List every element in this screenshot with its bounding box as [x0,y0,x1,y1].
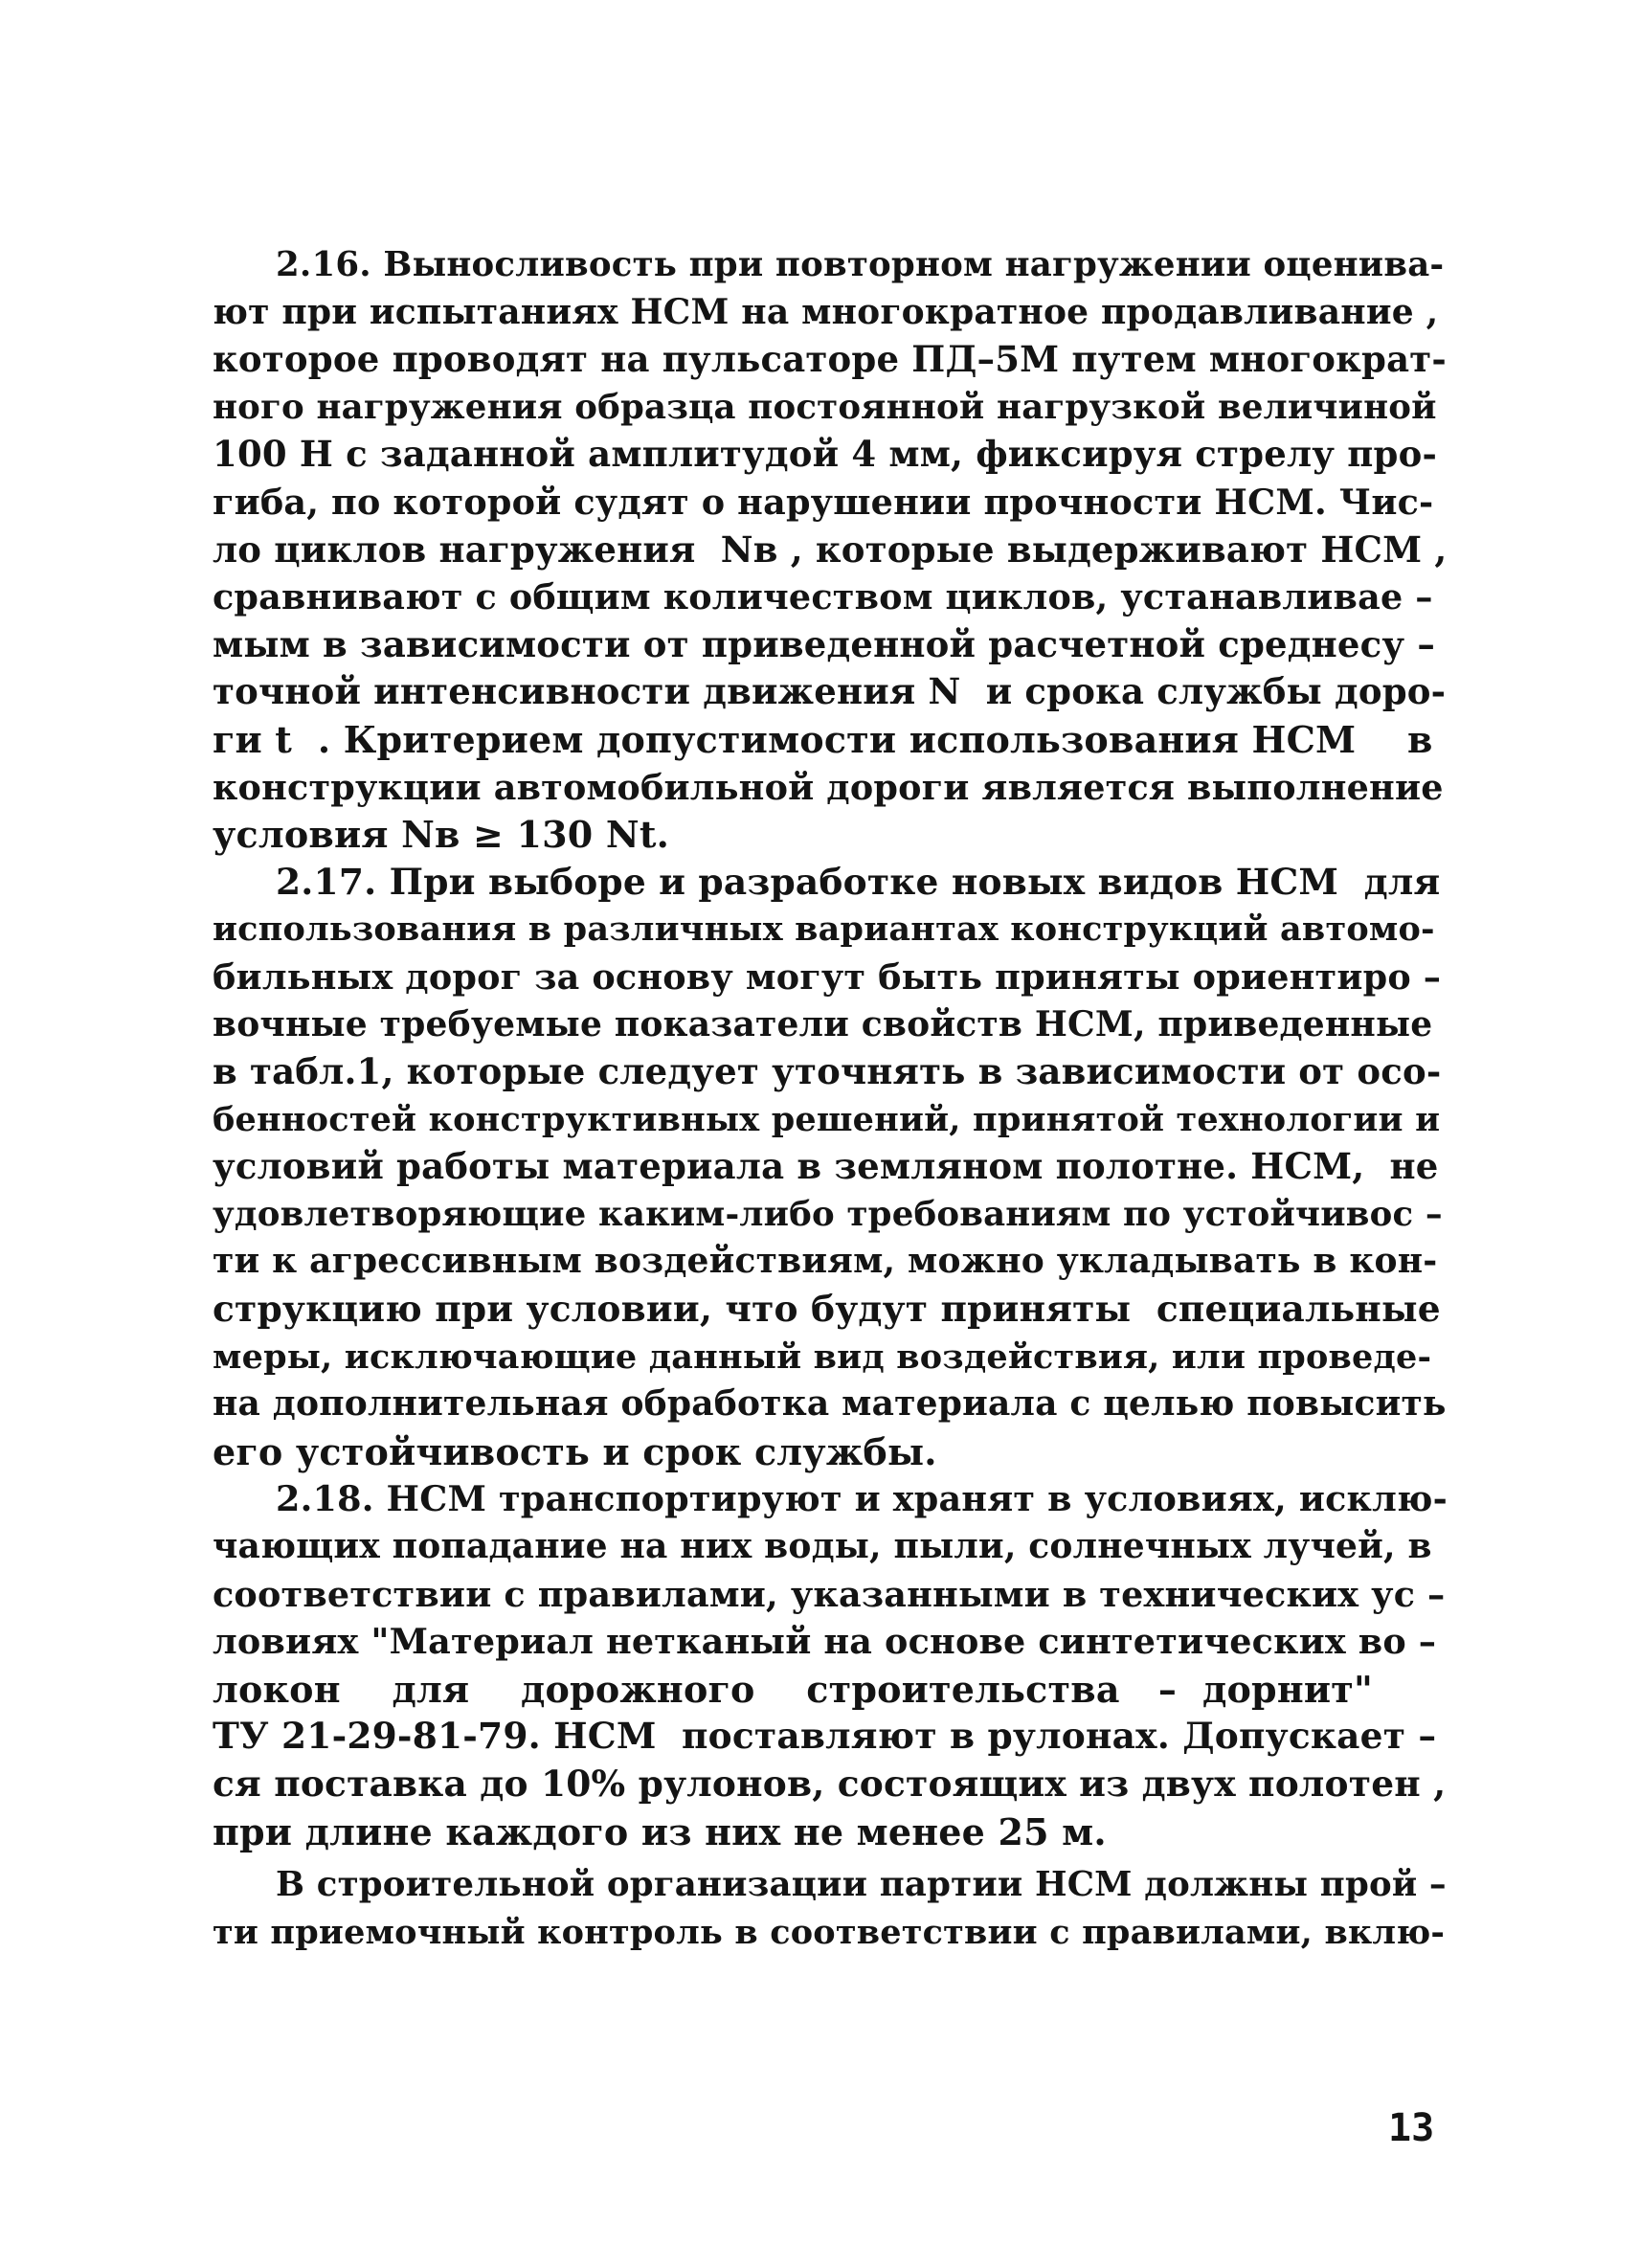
text-line: вочные требуемые показатели свойств НСМ, приведенные [213,1003,1433,1044]
page-number: 13 [1388,2106,1435,2150]
paragraph-2-17 [213,859,1448,1476]
paragraph-2-18 [213,1475,1448,1855]
text-line: точной интенсивности движения N и срока службы доро- [213,670,1447,713]
text-line: ловиях "Материал нетканый на основе синтетических во – [213,1621,1437,1663]
text-line: удовлетворяющие каким-либо требованиям по устойчивос – [213,1194,1443,1234]
text-line: на дополнительная обработка материала с целью повысить [213,1383,1447,1425]
text-line: чающих попадание на них воды, пыли, солнечных лучей, в [213,1526,1432,1567]
text-line: ся поставка до 10% рулонов, состоящих из двух полотен , [213,1763,1447,1805]
text-line: бильных дорог за основу могут быть приняты ориентиро – [213,955,1442,998]
text-line: мым в зависимости от приведенной расчетной среднесу – [213,622,1436,665]
paragraph-acceptance-control [213,1861,1448,1956]
text-line: гиба, по которой судят о нарушении прочности НСМ. Чис- [213,481,1434,523]
body-text [213,241,1448,1956]
text-line: меры, исключающие данный вид воздействия, или проведе- [213,1336,1432,1377]
text-line: конструкции автомобильной дороги является выполнение [213,766,1444,808]
text-line: ного нагружения образца постоянной нагрузкой величиной [213,387,1437,427]
text-line: ти к агрессивным воздействиям, можно укладывать в кон- [213,1241,1438,1282]
text-line: 2.16. Выносливость при повторном нагружении оценива- [276,245,1445,284]
text-line: ги t . Критерием допустимости использования НСМ в [213,717,1433,761]
text-line: локон для дорожного строительства – дорнит" [213,1667,1373,1711]
text-line: условия Nв ≥ 130 Nt. [213,813,669,857]
text-line: 100 Н с заданной амплитудой 4 мм, фиксируя стрелу про- [213,433,1438,476]
text-line: бенностей конструктивных решений, принятой технологии и [213,1099,1441,1139]
text-line: 2.18. НСМ транспортируют и хранят в условиях, исклю- [276,1478,1448,1520]
text-line: при длине каждого из них не менее 25 м. [213,1809,1107,1853]
text-line: 2.17. При выборе и разработке новых видов НСМ для [276,860,1441,903]
text-line: ТУ 21-29-81-79. НСМ поставляют в рулонах. Допускает – [213,1715,1437,1758]
paragraph-2-16 [213,241,1448,859]
text-line: ло циклов нагружения Nв , которые выдерживают НСМ , [213,528,1448,571]
text-line: струкцию при условии, что будут приняты специальные [213,1288,1441,1331]
text-line: соответствии с правилами, указанными в технических ус – [213,1573,1446,1615]
text-line: которое проводят на пульсаторе ПД–5М путем многократ- [213,338,1447,381]
text-line: ют при испытаниях НСМ на многократное продавливание , [213,291,1439,332]
text-line: сравнивают с общим количеством циклов, устанавливае – [213,576,1433,618]
text-line: его устойчивость и срок службы. [213,1429,937,1473]
text-line: в табл.1, которые следует уточнять в зависимости от осо- [213,1050,1442,1093]
text-line: использования в различных вариантах конструкций автомо- [213,909,1435,950]
text-line: ти приемочный контроль в соответствии с правилами, вклю- [213,1912,1446,1952]
text-line: условий работы материала в земляном полотне. НСМ, не [213,1145,1439,1188]
text-line: В строительной организации партии НСМ должны прой – [276,1865,1447,1905]
